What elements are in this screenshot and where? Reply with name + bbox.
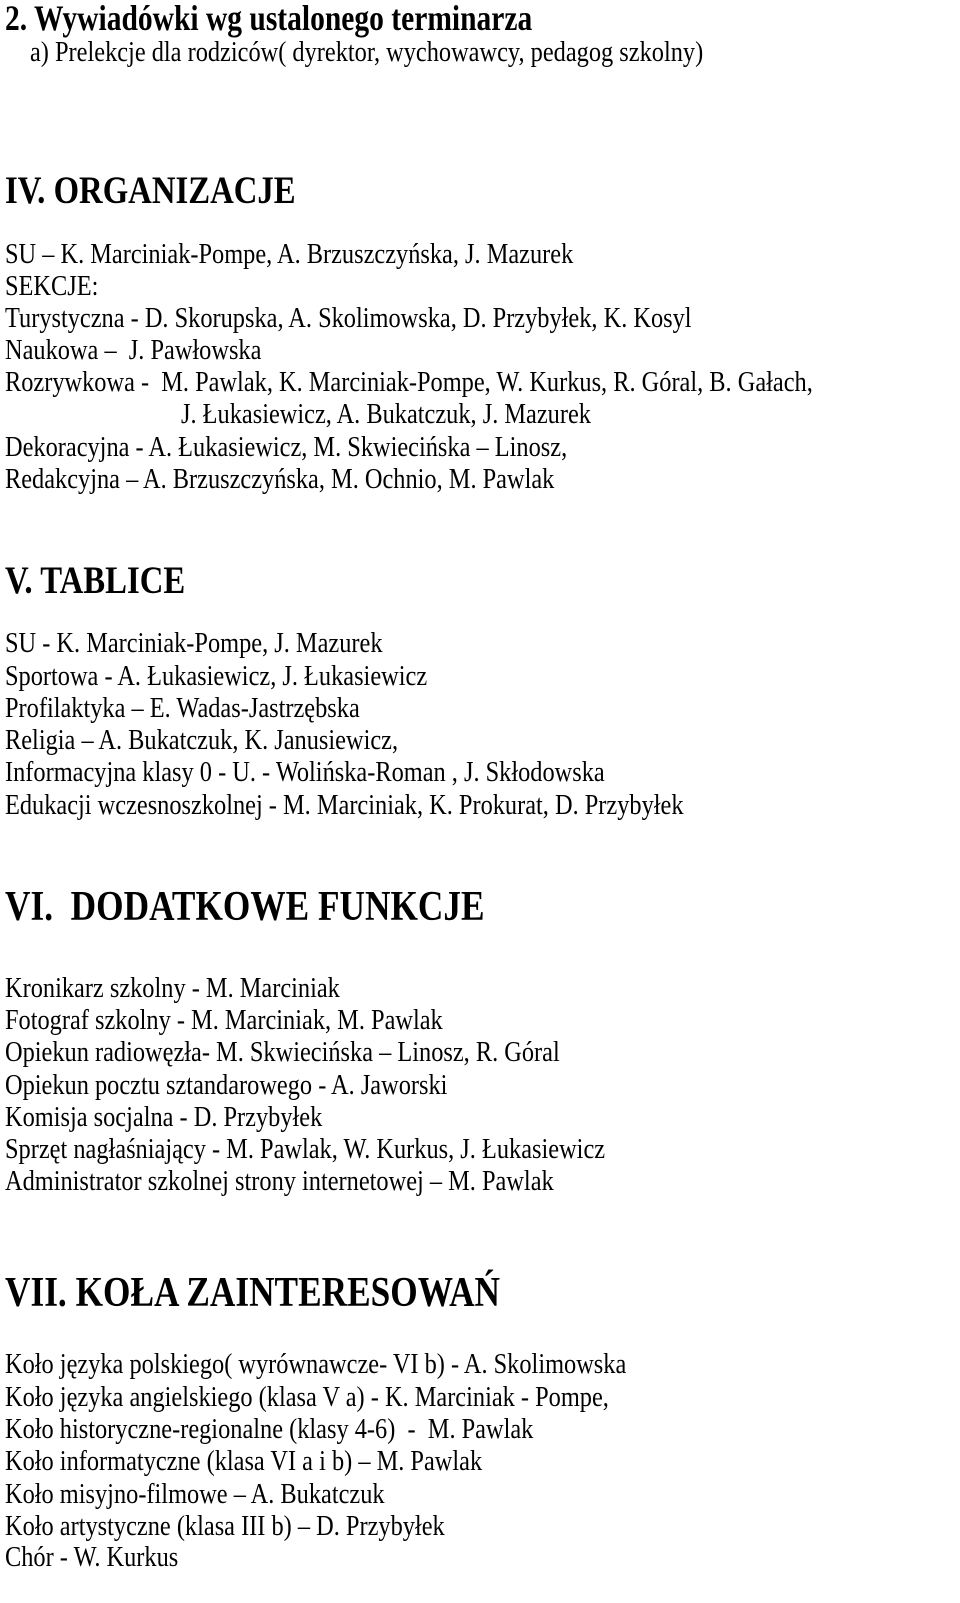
section-title-boards: V. TABLICE <box>5 559 186 602</box>
text-line: SU - K. Marciniak-Pompe, J. Mazurek <box>5 627 383 659</box>
text-line: Informacyjna klasy 0 - U. - Wolińska-Roman , J. Skłodowska <box>5 756 605 788</box>
text-line: Redakcyjna – A. Brzuszczyńska, M. Ochnio, M. Pawlak <box>5 463 555 495</box>
text-line: Sportowa - A. Łukasiewicz, J. Łukasiewicz <box>5 660 428 692</box>
text-line: Edukacji wczesnoszkolnej - M. Marciniak, K. Prokurat, D. Przybyłek <box>5 789 684 821</box>
text-line: Profilaktyka – E. Wadas-Jastrzębska <box>5 692 360 724</box>
section-title-additional-functions: VI. DODATKOWE FUNKCJE <box>5 884 485 930</box>
text-line: Koło misyjno-filmowe – A. Bukatczuk <box>5 1478 385 1510</box>
text-line: Fotograf szkolny - M. Marciniak, M. Pawlak <box>5 1004 443 1036</box>
text-line: Kronikarz szkolny - M. Marciniak <box>5 972 340 1004</box>
text-line: SU – K. Marciniak-Pompe, A. Brzuszczyńska, J. Mazurek <box>5 238 574 270</box>
text-line: SEKCJE: <box>5 270 99 302</box>
text-line: J. Łukasiewicz, A. Bukatczuk, J. Mazurek <box>181 398 591 430</box>
section-title-interest-clubs: VII. KOŁA ZAINTERESOWAŃ <box>5 1270 501 1316</box>
text-line: Komisja socjalna - D. Przybyłek <box>5 1101 323 1133</box>
text-line: Koło języka polskiego( wyrównawcze- VI b) - A. Skolimowska <box>5 1348 627 1380</box>
item-lectures: a) Prelekcje dla rodziców( dyrektor, wychowawcy, pedagog szkolny) <box>30 36 704 68</box>
text-line: Religia – A. Bukatczuk, K. Janusiewicz, <box>5 724 399 756</box>
section-title-organizations: IV. ORGANIZACJE <box>5 169 296 212</box>
text-line: Opiekun pocztu sztandarowego - A. Jaworski <box>5 1069 448 1101</box>
text-line: Koło języka angielskiego (klasa V a) - K. Marciniak - Pompe, <box>5 1381 609 1413</box>
text-line: Naukowa – J. Pawłowska <box>5 334 262 366</box>
text-line: Chór - W. Kurkus <box>5 1541 179 1573</box>
text-line: Koło historyczne-regionalne (klasy 4-6) - M. Pawlak <box>5 1413 534 1445</box>
heading-parent-meetings: 2. Wywiadówki wg ustalonego terminarza <box>5 0 533 38</box>
text-line: Rozrywkowa - M. Pawlak, K. Marciniak-Pompe, W. Kurkus, R. Góral, B. Gałach, <box>5 366 813 398</box>
text-line: Koło artystyczne (klasa III b) – D. Przybyłek <box>5 1510 445 1542</box>
text-line: Opiekun radiowęzła- M. Skwiecińska – Linosz, R. Góral <box>5 1036 560 1068</box>
text-line: Sprzęt nagłaśniający - M. Pawlak, W. Kurkus, J. Łukasiewicz <box>5 1133 606 1165</box>
text-line: Turystyczna - D. Skorupska, A. Skolimowska, D. Przybyłek, K. Kosyl <box>5 302 692 334</box>
text-line: Dekoracyjna - A. Łukasiewicz, M. Skwiecińska – Linosz, <box>5 431 568 463</box>
text-line: Koło informatyczne (klasa VI a i b) – M. Pawlak <box>5 1445 483 1477</box>
text-line: Administrator szkolnej strony internetowej – M. Pawlak <box>5 1165 554 1197</box>
